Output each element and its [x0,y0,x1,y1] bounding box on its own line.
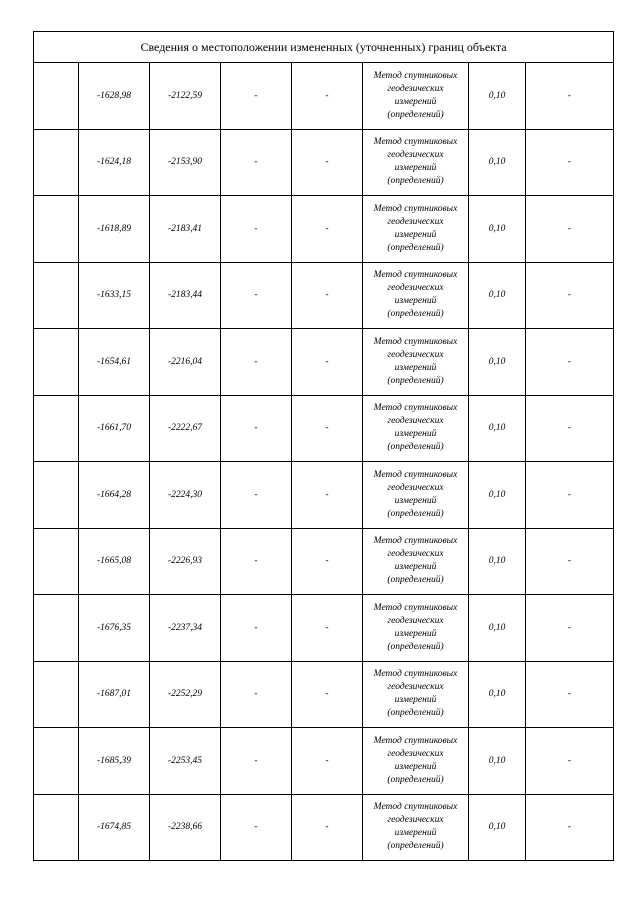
method-line: (определений) [387,176,444,187]
method-line: геодезических [387,83,444,94]
method-line: Метод спутниковых [373,536,458,547]
method-line: измерений [394,163,437,174]
method-line: Метод спутниковых [373,802,458,813]
method-cell [363,794,469,861]
old-coord-x-cell: - [221,595,292,662]
note-cell: - [526,595,614,662]
old-coord-x-cell: - [221,262,292,329]
boundary-table [33,31,614,861]
point-number-cell [34,528,79,595]
method-line: Метод спутниковых [373,70,458,81]
method-line: измерений [394,562,437,573]
accuracy-cell: 0,10 [469,595,526,662]
note-cell: - [526,794,614,861]
method-cell [363,462,469,529]
old-coord-x-cell: - [221,63,292,130]
coord-y-cell: -2122,59 [150,63,221,130]
point-number-cell [34,129,79,196]
coord-x-cell: -1661,70 [79,395,150,462]
old-coord-x-cell: - [221,129,292,196]
note-cell: - [526,728,614,795]
method-line: (определений) [387,309,444,320]
table-row [34,794,614,861]
old-coord-y-cell: - [292,595,363,662]
old-coord-y-cell: - [292,196,363,263]
method-line: Метод спутниковых [373,469,458,480]
coord-x-cell: -1665,08 [79,528,150,595]
accuracy-cell: 0,10 [469,728,526,795]
old-coord-y-cell: - [292,262,363,329]
method-line: геодезических [387,416,444,427]
coord-x-cell: -1676,35 [79,595,150,662]
coord-y-cell: -2216,04 [150,329,221,396]
method-cell [363,63,469,130]
method-line: измерений [394,296,437,307]
old-coord-y-cell: - [292,794,363,861]
coord-y-cell: -2237,34 [150,595,221,662]
method-line: измерений [394,828,437,839]
note-cell: - [526,329,614,396]
method-cell [363,528,469,595]
point-number-cell [34,395,79,462]
accuracy-cell: 0,10 [469,262,526,329]
note-cell: - [526,262,614,329]
method-line: Метод спутниковых [373,270,458,281]
accuracy-cell: 0,10 [469,462,526,529]
coord-x-cell: -1674,85 [79,794,150,861]
method-line: Метод спутниковых [373,403,458,414]
point-number-cell [34,728,79,795]
coord-y-cell: -2222,67 [150,395,221,462]
method-line: измерений [394,628,437,639]
table-row [34,462,614,529]
method-line: (определений) [387,774,444,785]
table-row [34,196,614,263]
coord-x-cell: -1664,28 [79,462,150,529]
method-line: (определений) [387,841,444,852]
point-number-cell [34,794,79,861]
old-coord-y-cell: - [292,661,363,728]
table-row [34,63,614,130]
coord-x-cell: -1628,98 [79,63,150,130]
accuracy-cell: 0,10 [469,661,526,728]
method-line: (определений) [387,442,444,453]
old-coord-x-cell: - [221,661,292,728]
method-line: измерений [394,695,437,706]
method-line: (определений) [387,109,444,120]
method-line: (определений) [387,375,444,386]
point-number-cell [34,329,79,396]
method-line: (определений) [387,242,444,253]
coord-y-cell: -2238,66 [150,794,221,861]
coord-x-cell: -1687,01 [79,661,150,728]
coord-x-cell: -1618,89 [79,196,150,263]
method-line: Метод спутниковых [373,137,458,148]
method-line: геодезических [387,150,444,161]
method-line: измерений [394,495,437,506]
old-coord-y-cell: - [292,63,363,130]
method-line: геодезических [387,482,444,493]
coord-y-cell: -2224,30 [150,462,221,529]
old-coord-y-cell: - [292,129,363,196]
method-line: измерений [394,362,437,373]
method-cell [363,395,469,462]
point-number-cell [34,63,79,130]
note-cell: - [526,661,614,728]
method-line: Метод спутниковых [373,735,458,746]
method-cell [363,661,469,728]
point-number-cell [34,661,79,728]
method-line: Метод спутниковых [373,336,458,347]
method-line: измерений [394,761,437,772]
accuracy-cell: 0,10 [469,63,526,130]
coord-y-cell: -2253,45 [150,728,221,795]
accuracy-cell: 0,10 [469,196,526,263]
table-row [34,595,614,662]
method-line: (определений) [387,708,444,719]
method-line: геодезических [387,815,444,826]
point-number-cell [34,462,79,529]
table-row [34,129,614,196]
method-cell [363,129,469,196]
note-cell: - [526,395,614,462]
method-line: (определений) [387,575,444,586]
method-line: геодезических [387,748,444,759]
table-row [34,329,614,396]
old-coord-x-cell: - [221,528,292,595]
method-line: (определений) [387,641,444,652]
method-line: геодезических [387,349,444,360]
method-line: геодезических [387,615,444,626]
method-line: геодезических [387,682,444,693]
accuracy-cell: 0,10 [469,129,526,196]
accuracy-cell: 0,10 [469,329,526,396]
coord-y-cell: -2252,29 [150,661,221,728]
method-cell [363,329,469,396]
point-number-cell [34,595,79,662]
method-cell [363,196,469,263]
table-title-row [34,32,614,63]
method-line: измерений [394,96,437,107]
accuracy-cell: 0,10 [469,395,526,462]
coord-x-cell: -1633,15 [79,262,150,329]
coord-y-cell: -2226,93 [150,528,221,595]
note-cell: - [526,129,614,196]
old-coord-x-cell: - [221,462,292,529]
method-cell [363,262,469,329]
method-line: измерений [394,429,437,440]
note-cell: - [526,63,614,130]
point-number-cell [34,262,79,329]
old-coord-x-cell: - [221,728,292,795]
method-line: Метод спутниковых [373,669,458,680]
old-coord-x-cell: - [221,196,292,263]
table-row [34,262,614,329]
old-coord-x-cell: - [221,794,292,861]
old-coord-y-cell: - [292,395,363,462]
method-line: геодезических [387,549,444,560]
coord-x-cell: -1685,39 [79,728,150,795]
method-cell [363,728,469,795]
table-row [34,395,614,462]
table-row [34,661,614,728]
table-row [34,728,614,795]
method-line: (определений) [387,508,444,519]
old-coord-x-cell: - [221,329,292,396]
point-number-cell [34,196,79,263]
table-row [34,528,614,595]
old-coord-y-cell: - [292,528,363,595]
note-cell: - [526,196,614,263]
table-title: Сведения о местоположении измененных (уточненных) границ объекта [34,32,614,63]
method-line: геодезических [387,216,444,227]
method-cell [363,595,469,662]
method-line: измерений [394,229,437,240]
note-cell: - [526,528,614,595]
accuracy-cell: 0,10 [469,528,526,595]
coord-y-cell: -2183,44 [150,262,221,329]
coord-y-cell: -2153,90 [150,129,221,196]
old-coord-x-cell: - [221,395,292,462]
coord-y-cell: -2183,41 [150,196,221,263]
coord-x-cell: -1654,61 [79,329,150,396]
note-cell: - [526,462,614,529]
old-coord-y-cell: - [292,329,363,396]
method-line: Метод спутниковых [373,602,458,613]
old-coord-y-cell: - [292,728,363,795]
method-line: Метод спутниковых [373,203,458,214]
method-line: геодезических [387,283,444,294]
old-coord-y-cell: - [292,462,363,529]
coord-x-cell: -1624,18 [79,129,150,196]
accuracy-cell: 0,10 [469,794,526,861]
